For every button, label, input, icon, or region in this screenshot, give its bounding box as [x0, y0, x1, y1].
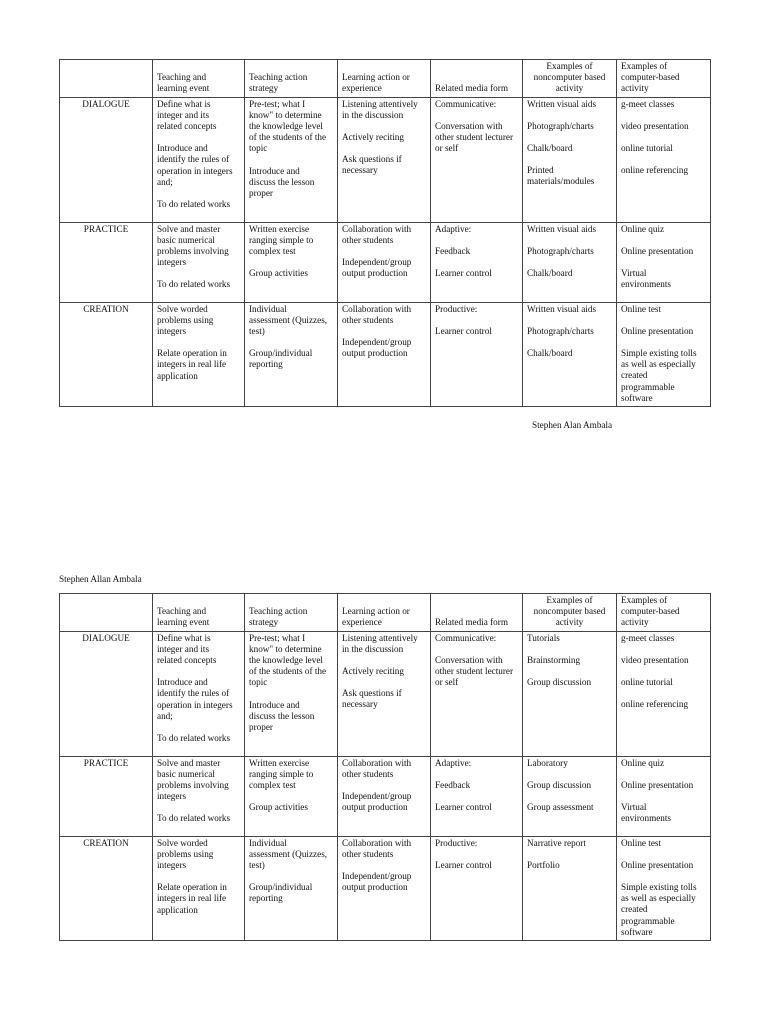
column-header-label: Teaching action strategy — [249, 72, 308, 94]
cell-item: Written exercise ranging simple to complex test — [249, 223, 314, 257]
cell-item: Ask questions if necessary — [342, 154, 402, 176]
table-cell — [338, 97, 431, 222]
table-cell — [245, 836, 338, 940]
column-header-label: Learning action or experience — [342, 606, 410, 628]
table-cell — [617, 222, 711, 302]
cell-item: online referencing — [621, 699, 689, 710]
table-row — [60, 756, 711, 836]
table-cell — [245, 222, 338, 302]
cell-item: Group/individual reporting — [249, 348, 313, 370]
cell-item: Collaboration with other students — [342, 837, 412, 859]
table-row — [60, 97, 711, 222]
cell-item: Online quiz — [621, 757, 665, 768]
column-header — [60, 60, 153, 98]
table-cell — [153, 756, 245, 836]
cell-item: Introduce and discuss the lesson proper — [249, 165, 315, 199]
cell-item: Learner control — [435, 268, 492, 279]
cell-item: Independent/group output production — [342, 871, 412, 893]
table-cell — [153, 836, 245, 940]
table-cell — [338, 631, 431, 756]
phase-label: PRACTICE — [60, 222, 153, 302]
cell-item: Pre-test; what I know" to determine the knowledge level of the students of the topic — [249, 98, 327, 154]
phase-label: CREATION — [60, 302, 153, 406]
cell-item: Independent/group output production — [342, 337, 412, 359]
cell-item: Conversation with other student lecturer or self — [435, 654, 514, 688]
table-cell — [245, 631, 338, 756]
cell-item: Learner control — [435, 802, 492, 813]
cell-item: Online test — [621, 837, 662, 848]
cell-item: online referencing — [621, 165, 689, 176]
column-header-label: Examples of computer-based activity — [621, 61, 680, 94]
column-header — [523, 60, 617, 98]
cell-item: Communicative: — [435, 632, 497, 643]
column-header — [431, 60, 523, 98]
cell-item: Feedback — [435, 245, 471, 256]
cell-item: Chalk/board — [527, 348, 573, 359]
cell-item: Brainstorming — [527, 654, 581, 665]
cell-item: Collaboration with other students — [342, 303, 412, 325]
cell-item: Pre-test; what I know" to determine the knowledge level of the students of the topic — [249, 632, 327, 688]
table-cell — [617, 302, 711, 406]
table-cell — [431, 222, 523, 302]
cell-item: Collaboration with other students — [342, 757, 412, 779]
cell-item: Online test — [621, 303, 662, 314]
table-cell — [523, 836, 617, 940]
column-header-label: Examples of computer-based activity — [621, 595, 680, 628]
column-header-label: Related media form — [435, 83, 508, 94]
header-row — [60, 594, 711, 632]
phase-label: DIALOGUE — [60, 631, 153, 756]
cell-item: Ask questions if necessary — [342, 688, 402, 710]
cell-item: Photograph/charts — [527, 120, 594, 131]
table-cell — [431, 97, 523, 222]
table-row — [60, 631, 711, 756]
cell-item: Written visual aids — [527, 303, 597, 314]
cell-item: Productive: — [435, 837, 478, 848]
column-header-label: Examples of noncomputer based activity — [533, 595, 606, 628]
column-header — [617, 60, 711, 98]
table-cell — [338, 836, 431, 940]
cell-item: Written visual aids — [527, 223, 597, 234]
table-row — [60, 836, 711, 940]
column-header-label: Learning action or experience — [342, 72, 410, 94]
cell-item: Conversation with other student lecturer or self — [435, 120, 514, 154]
cell-item: To do related works — [157, 279, 231, 290]
author-signature: Stephen Allan Ambala — [59, 574, 142, 584]
column-header-label: Teaching action strategy — [249, 606, 308, 628]
cell-item: Listening attentively in the discussion — [342, 98, 418, 120]
column-header — [338, 60, 431, 98]
cell-item: Written exercise ranging simple to complex test — [249, 757, 314, 791]
table-cell — [338, 222, 431, 302]
table-cell — [153, 302, 245, 406]
cell-item: Simple existing tolls as well as especially created programmable software — [621, 348, 697, 403]
table-cell — [523, 756, 617, 836]
table-row — [60, 222, 711, 302]
table-cell — [523, 97, 617, 222]
table-cell — [245, 97, 338, 222]
phase-label: DIALOGUE — [60, 97, 153, 222]
cell-item: Feedback — [435, 779, 471, 790]
cell-item: Virtual environments — [621, 802, 672, 824]
cell-item: Solve worded problems using integers — [157, 837, 214, 871]
table-cell — [617, 836, 711, 940]
cell-item: To do related works — [157, 199, 231, 210]
cell-item: Group activities — [249, 802, 308, 813]
table-cell — [431, 836, 523, 940]
header-row — [60, 60, 711, 98]
cell-item: Solve and master basic numerical problems involving integers — [157, 757, 229, 802]
cell-item: Group/individual reporting — [249, 882, 313, 904]
column-header-label: Teaching and learning event — [157, 606, 210, 628]
phase-label: CREATION — [60, 836, 153, 940]
cell-item: Group assessment — [527, 802, 594, 813]
table-cell — [617, 97, 711, 222]
column-header — [523, 594, 617, 632]
cell-item: Online presentation — [621, 245, 694, 256]
cell-item: To do related works — [157, 733, 231, 744]
lesson-plan-table-1 — [59, 59, 711, 407]
table-cell — [431, 756, 523, 836]
column-header — [245, 594, 338, 632]
cell-item: Chalk/board — [527, 143, 573, 154]
table-cell — [338, 756, 431, 836]
table-cell — [153, 97, 245, 222]
cell-item: Learner control — [435, 859, 492, 870]
cell-item: Group discussion — [527, 779, 592, 790]
table-cell — [338, 302, 431, 406]
cell-item: Printed materials/modules — [527, 165, 595, 187]
table-cell — [245, 302, 338, 406]
table-cell — [617, 631, 711, 756]
cell-item: Introduce and identify the rules of operation in integers and; — [157, 143, 233, 187]
cell-item: online tutorial — [621, 677, 673, 688]
cell-item: Narrative report — [527, 837, 586, 848]
cell-item: Chalk/board — [527, 268, 573, 279]
cell-item: Group discussion — [527, 677, 592, 688]
cell-item: Adaptive: — [435, 223, 472, 234]
column-header-label: Teaching and learning event — [157, 72, 210, 94]
column-header — [338, 594, 431, 632]
cell-item: Solve worded problems using integers — [157, 303, 214, 337]
cell-item: Independent/group output production — [342, 791, 412, 813]
column-header — [60, 594, 153, 632]
cell-item: Productive: — [435, 303, 478, 314]
cell-item: Group activities — [249, 268, 308, 279]
column-header — [153, 594, 245, 632]
column-header — [617, 594, 711, 632]
cell-item: Online presentation — [621, 859, 694, 870]
column-header-label: Related media form — [435, 617, 508, 628]
column-header — [153, 60, 245, 98]
cell-item: Tutorials — [527, 632, 560, 643]
cell-item: Photograph/charts — [527, 325, 594, 336]
table-cell — [617, 756, 711, 836]
cell-item: Learner control — [435, 325, 492, 336]
cell-item: video presentation — [621, 654, 689, 665]
table-cell — [523, 222, 617, 302]
cell-item: Virtual environments — [621, 268, 672, 290]
cell-item: Define what is integer and its related concepts — [157, 98, 217, 132]
table-cell — [153, 631, 245, 756]
phase-label: PRACTICE — [60, 756, 153, 836]
cell-item: Individual assessment (Quizzes, test) — [249, 303, 328, 337]
column-header — [245, 60, 338, 98]
cell-item: Photograph/charts — [527, 245, 594, 256]
cell-item: Written visual aids — [527, 98, 597, 109]
author-signature: Stephen Alan Ambala — [532, 420, 613, 430]
column-header-label: Examples of noncomputer based activity — [533, 61, 606, 94]
table-cell — [431, 302, 523, 406]
cell-item: Solve and master basic numerical problems involving integers — [157, 223, 229, 268]
cell-item: Collaboration with other students — [342, 223, 412, 245]
cell-item: Adaptive: — [435, 757, 472, 768]
cell-item: Portfolio — [527, 859, 560, 870]
cell-item: Introduce and discuss the lesson proper — [249, 699, 315, 733]
table-cell — [153, 222, 245, 302]
cell-item: Simple existing tolls as well as especially created programmable software — [621, 882, 697, 937]
cell-item: Listening attentively in the discussion — [342, 632, 418, 654]
cell-item: To do related works — [157, 813, 231, 824]
cell-item: Online presentation — [621, 779, 694, 790]
cell-item: Introduce and identify the rules of operation in integers and; — [157, 677, 233, 721]
table-cell — [431, 631, 523, 756]
cell-item: Relate operation in integers in real life application — [157, 348, 227, 381]
cell-item: Online presentation — [621, 325, 694, 336]
cell-item: online tutorial — [621, 143, 673, 154]
cell-item: video presentation — [621, 120, 689, 131]
table-cell — [523, 631, 617, 756]
cell-item: Individual assessment (Quizzes, test) — [249, 837, 328, 871]
table-cell — [523, 302, 617, 406]
table-cell — [245, 756, 338, 836]
cell-item: Relate operation in integers in real life application — [157, 882, 227, 915]
lesson-plan-table-2 — [59, 593, 711, 941]
cell-item: Define what is integer and its related concepts — [157, 632, 217, 666]
table-row — [60, 302, 711, 406]
cell-item: Communicative: — [435, 98, 497, 109]
cell-item: Online quiz — [621, 223, 665, 234]
cell-item: g-meet classes — [621, 632, 675, 643]
cell-item: Actively reciting — [342, 666, 404, 677]
cell-item: Laboratory — [527, 757, 568, 768]
cell-item: Actively reciting — [342, 132, 404, 143]
cell-item: g-meet classes — [621, 98, 675, 109]
cell-item: Independent/group output production — [342, 257, 412, 279]
column-header — [431, 594, 523, 632]
